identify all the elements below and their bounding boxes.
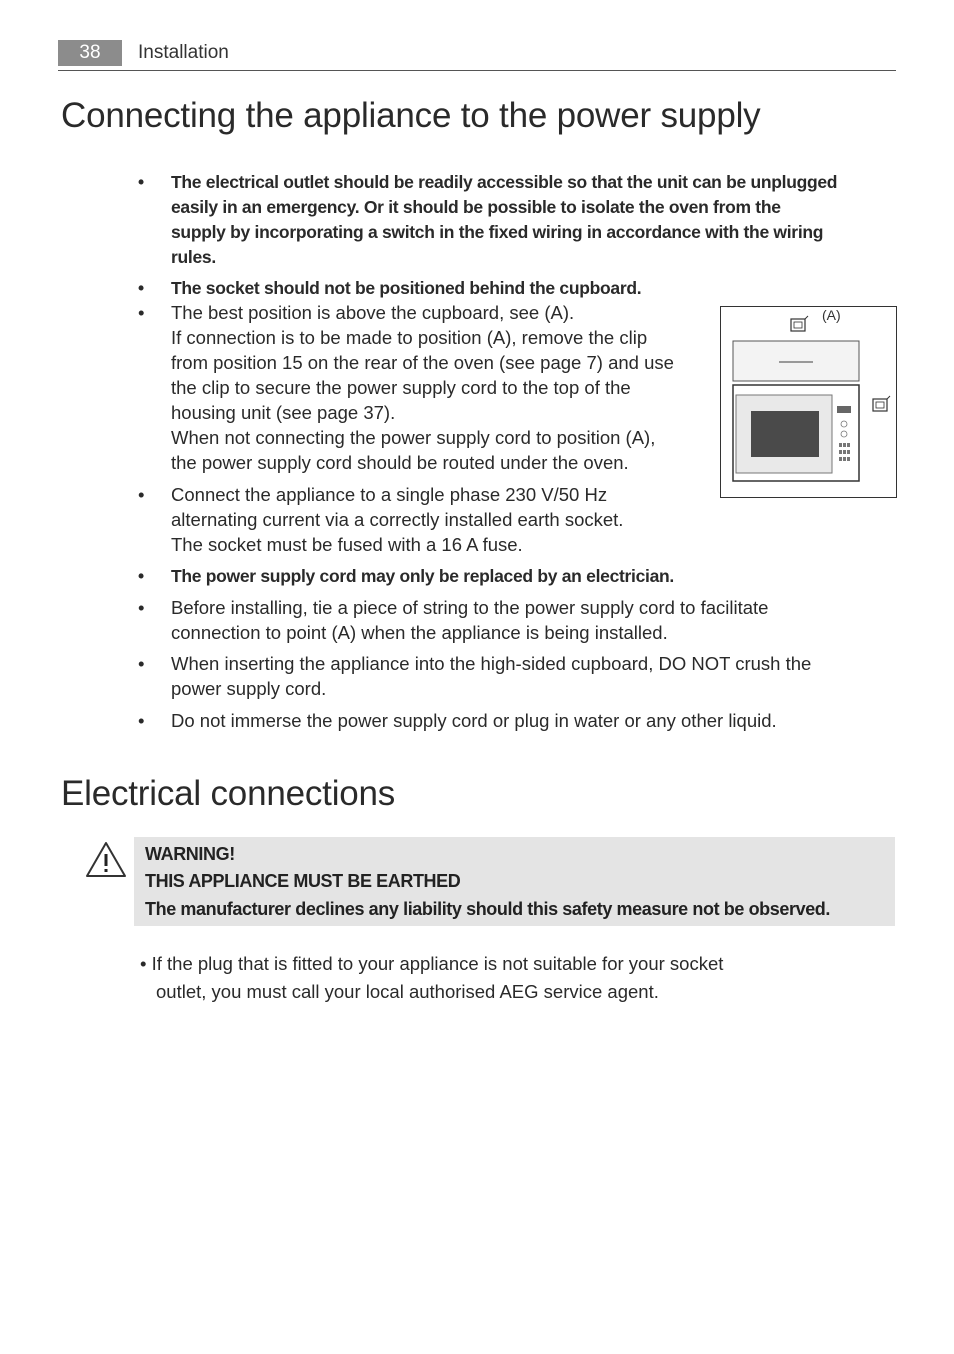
figure-label: (A) [822,307,841,323]
bullet-dot: • [138,278,144,298]
section-name: Installation [138,42,229,63]
text-line: the clip to secure the power supply cord to the top of the [171,377,631,398]
text-line: • If the plug that is fitted to your appliance is not suitable for your socket [140,953,724,974]
page-header [58,40,896,71]
text-line: Before installing, tie a piece of string to the power supply cord to facilitate [171,597,769,618]
oven-figure [720,306,897,498]
text-line: housing unit (see page 37). [171,402,396,423]
bullet-text [171,170,837,270]
text-line: The socket should not be positioned behind the cupboard. [171,278,642,298]
text-line: The best position is above the cupboard, see (A). [171,302,575,323]
socket-icon [873,396,890,411]
warning-liability: The manufacturer declines any liability should this safety measure not be observed. [145,899,831,919]
bullet-dot: • [138,302,145,323]
text-line: Do not immerse the power supply cord or plug in water or any other liquid. [171,710,777,731]
bullet-text [171,708,777,733]
bullet-dot: • [138,484,145,505]
section-title-power-supply: Connecting the appliance to the power supply [61,96,761,135]
bullet-text [171,651,811,701]
text-line: the power supply cord should be routed under the oven. [171,452,629,473]
text-line: The power supply cord may only be replaced by an electrician. [171,566,674,586]
text-line: power supply cord. [171,678,327,699]
text-line: The electrical outlet should be readily accessible so that the unit can be unplugged [171,172,838,192]
text-line: easily in an emergency. Or it should be possible to isolate the oven from the [171,197,781,217]
text-line: When inserting the appliance into the high-sided cupboard, DO NOT crush the [171,653,812,674]
text-line: Connect the appliance to a single phase 230 V/50 Hz [171,484,608,505]
warning-earthed: THIS APPLIANCE MUST BE EARTHED [145,871,461,891]
text-line: alternating current via a correctly installed earth socket. [171,509,624,530]
bullet-dot: • [138,653,145,674]
bullet-dot: • [138,172,144,192]
warning-heading: WARNING! [145,844,235,864]
text-line: If connection is to be made to position (A), remove the clip [171,327,648,348]
text-line: outlet, you must call your local authorised AEG service agent. [156,981,659,1002]
bullet-text [171,300,674,475]
text-line: When not connecting the power supply cord to position (A), [171,427,656,448]
bullet-dot: • [138,597,145,618]
built-in-oven-illustration [721,307,896,497]
bullet-text [171,482,623,557]
warning-triangle-icon [84,840,128,880]
socket-icon [791,316,808,331]
text-line: The socket must be fused with a 16 A fuse. [171,534,523,555]
bullet-dot: • [138,566,144,586]
plug-note [140,950,723,1006]
text-line: connection to point (A) when the appliance is being installed. [171,622,668,643]
text-line: supply by incorporating a switch in the fixed wiring in accordance with the wiring [171,222,824,242]
page-number: 38 [58,40,122,66]
warning-box [134,837,895,926]
text-line: rules. [171,247,216,267]
bullet-dot: • [138,710,145,731]
bullet-text [171,595,768,645]
bullet-text [171,564,674,589]
section-title-electrical: Electrical connections [61,774,396,813]
text-line: from position 15 on the rear of the oven (see page 7) and use [171,352,674,373]
bullet-text [171,276,641,301]
